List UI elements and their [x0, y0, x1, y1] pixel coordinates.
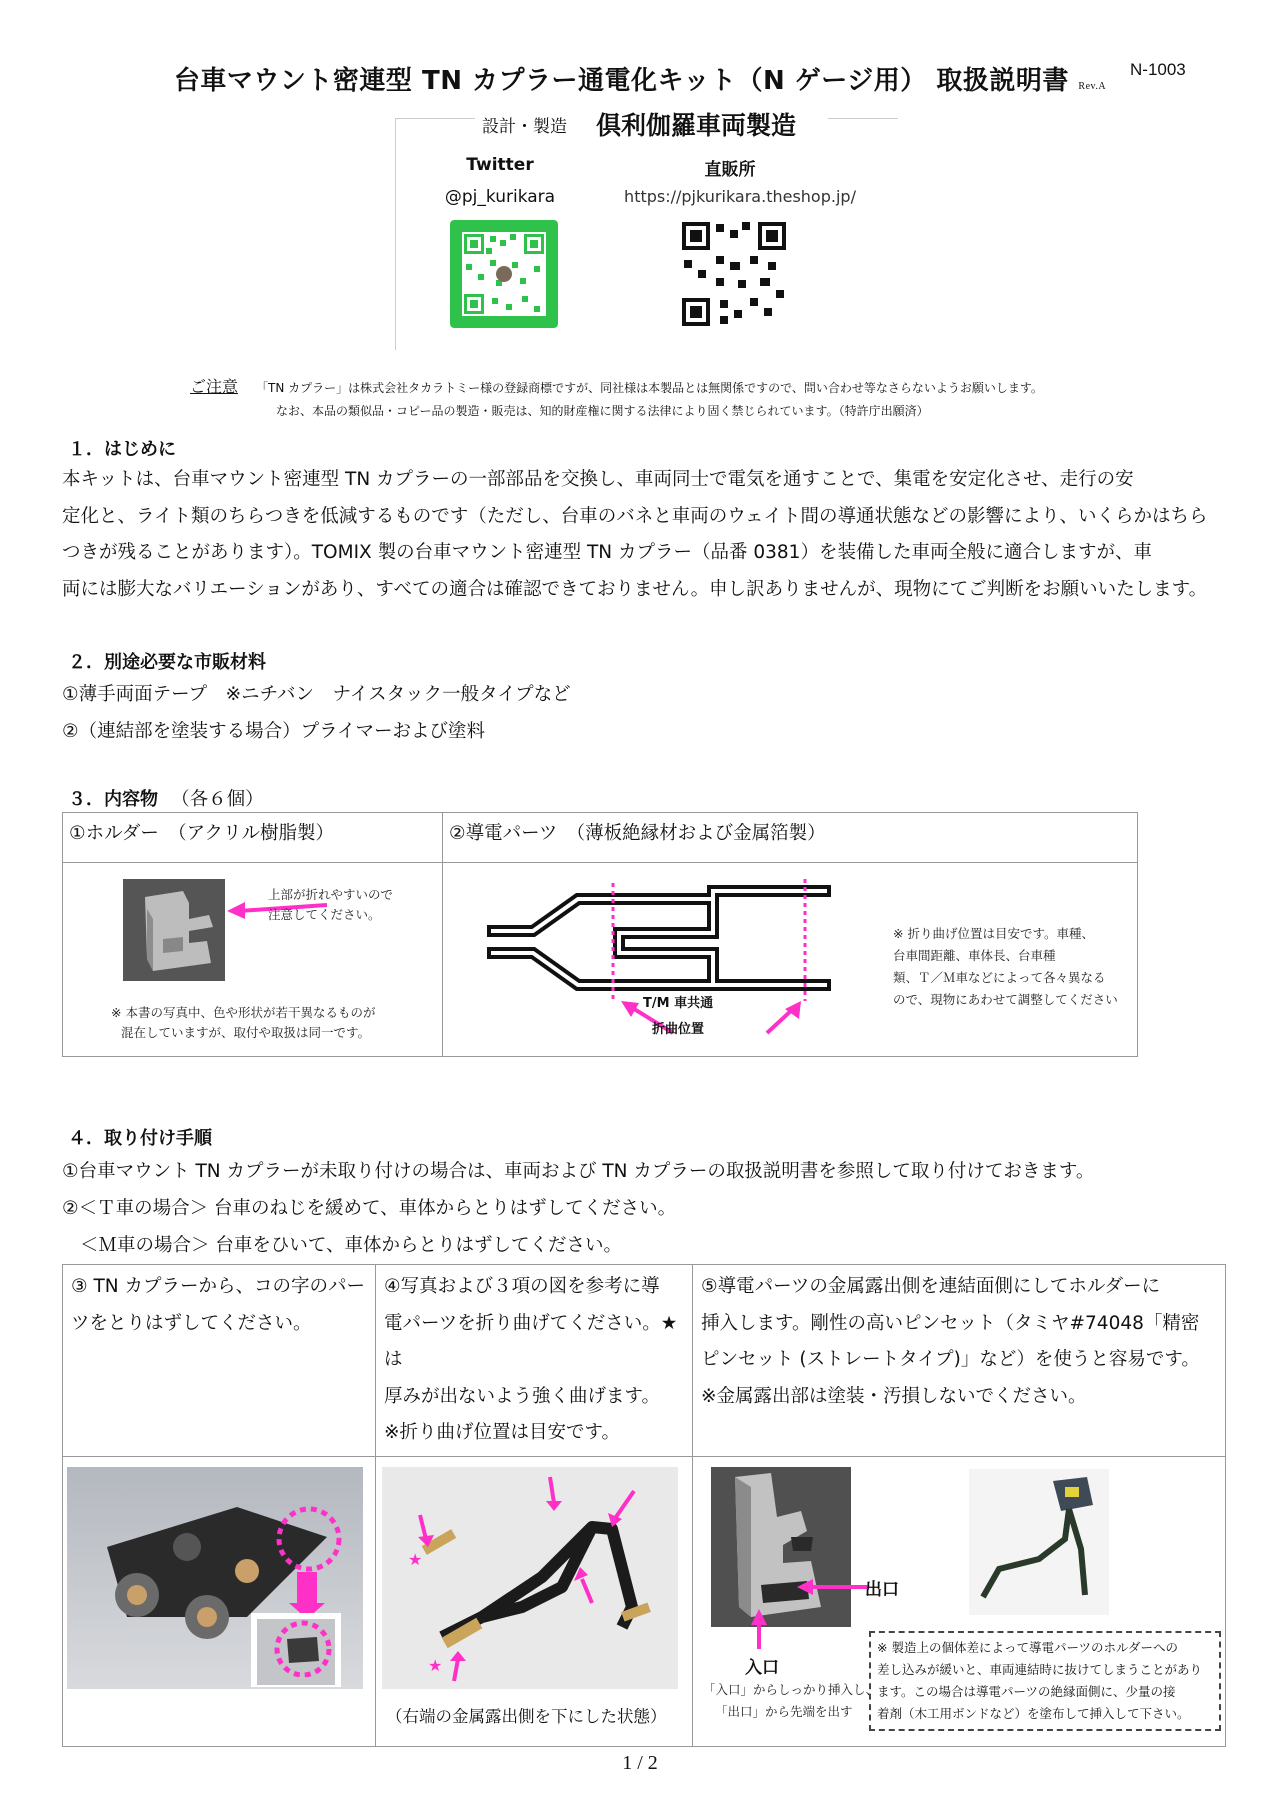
- document-number: N-1003: [1130, 60, 1186, 79]
- divider: [395, 118, 396, 350]
- fold-label-line: T/M 車共通: [643, 996, 714, 1011]
- revision-label: Rev.A: [1078, 81, 1107, 92]
- section-1-body: [62, 462, 1222, 608]
- shop-qr-code[interactable]: [680, 220, 788, 328]
- section-1-line: つきが残ることがあります）。TOMIX 製の台車マウント密連型 TN カプラー（品番 0381）を装備した車両全般に適合しますが、車: [62, 542, 1152, 563]
- twitter-label: Twitter: [466, 155, 534, 175]
- divider: [828, 118, 898, 119]
- maker-label: 設計・製造: [482, 117, 567, 137]
- twitter-handle[interactable]: @pj_kurikara: [444, 187, 556, 207]
- box-note-line: 着剤（木工用ボンドなど）を塗布して挿入して下さい。: [877, 1705, 1190, 1721]
- section-3-heading-note: （各６個）: [171, 789, 264, 810]
- entry-note: [703, 1679, 878, 1723]
- step-line: ②＜Ｔ車の場合＞ 台車のねじを緩めて、車体からとりはずしてください。: [62, 1198, 677, 1219]
- fold-label-line: 折曲位置: [652, 1022, 705, 1037]
- shop-url[interactable]: https://pjkurikara.theshop.jp/: [624, 187, 856, 206]
- exit-arrow-icon: [793, 1577, 873, 1597]
- section-1-heading: １．はじめに: [68, 439, 176, 460]
- note-line: ので、現物にあわせて調整してください: [893, 992, 1118, 1007]
- page-number: 1 / 2: [622, 1752, 658, 1774]
- box-note-line: ※ 製造上の個体差によって導電パーツのホルダーへの: [877, 1639, 1178, 1655]
- conductive-part-cell: [443, 863, 1138, 1057]
- step-5-line: ピンセット (ストレートタイプ)」など）を使うと容易です。: [701, 1349, 1200, 1370]
- section-1-line: 両には膨大なバリエーションがあり、すべての適合は確認できておりません。申し訳ありませんが、現物にてご判断をお願いいたします。: [62, 578, 1208, 600]
- section-3-heading-row: [68, 785, 264, 811]
- note-line: ※ 折り曲げ位置は目安です。車種、: [893, 926, 1094, 941]
- entry-arrow-icon: [749, 1607, 769, 1651]
- step-3-text: [63, 1265, 376, 1457]
- inserted-part-photo: [969, 1469, 1109, 1615]
- step-4-line: 電パーツを折り曲げてください。★は: [384, 1312, 678, 1370]
- step-4-line: 厚みが出ないよう強く曲げます。: [384, 1385, 661, 1407]
- fold-label: [643, 991, 713, 1043]
- holder-insert-image: [711, 1467, 851, 1627]
- exit-label: 出口: [865, 1579, 899, 1600]
- maker-name: 倶利伽羅車両製造: [596, 111, 797, 140]
- twitter-qr-code[interactable]: [450, 220, 558, 328]
- note-line: 混在していますが、取付や取扱は同一です。: [121, 1025, 371, 1040]
- step-5-line: ※金属露出部は塗装・汚損しないでください。: [701, 1385, 1087, 1407]
- section-4-heading: ４．取り付け手順: [68, 1128, 212, 1149]
- svg-text:★: ★: [408, 1549, 423, 1569]
- holder-callout: [268, 885, 393, 925]
- step-4-photo-cell: [376, 1456, 693, 1746]
- step-5-line: ⑤導電パーツの金属露出側を連結面側にしてホルダーに: [701, 1276, 1161, 1297]
- photo-2-caption: （右端の金属露出側を下にした状態）: [386, 1706, 667, 1726]
- steps-table: [62, 1264, 1226, 1747]
- adhesive-note-box: [869, 1631, 1221, 1731]
- box-note-line: ます。この場合は導電パーツの絶縁面側に、少量の接: [877, 1683, 1176, 1699]
- shop-label: 直販所: [704, 160, 756, 180]
- step-3-line: ③ TN カプラーから、コの字のパー: [71, 1276, 365, 1297]
- step-line: ①台車マウント TN カプラーが未取り付けの場合は、車両および TN カプラーの取扱説明書を参照して取り付けておきます。: [62, 1161, 1095, 1182]
- step-3-line: ツをとりはずしてください。: [71, 1312, 312, 1334]
- part-note: [893, 923, 1118, 1011]
- step-4-line: ④写真および３項の図を参考に導: [384, 1276, 660, 1297]
- notice-line-1: 「TN カプラー」は株式会社タカラトミー様の登録商標ですが、同社様は本製品とは無関係ですので、問い合わせ等なさらないようお願いします。: [256, 381, 1043, 395]
- entry-note-line: 「出口」から先端を出す: [715, 1703, 853, 1719]
- step-4-line: ※折り曲げ位置は目安です。: [384, 1422, 621, 1443]
- holder-image: [123, 879, 225, 981]
- holder-note: [111, 1003, 375, 1043]
- section-1-line: 定化と、ライト類のちらつきを低減するものです（ただし、台車のバネと車両のウェイト間の導通状態などの影響により、いくらかはちら: [62, 505, 1208, 527]
- note-line: 台車間距離、車体長、台車種: [893, 948, 1056, 963]
- entry-note-line: 「入口」からしっかり挿入し、: [703, 1681, 879, 1697]
- contents-col1-header: ①ホルダー （アクリル樹脂製）: [63, 813, 443, 863]
- step-3-photo-cell: [63, 1456, 376, 1746]
- step-line: ＜Ｍ車の場合＞ 台車をひいて、車体からとりはずしてください。: [80, 1235, 623, 1256]
- title-text: 台車マウント密連型 TN カプラー通電化キット（N ゲージ用） 取扱説明書: [173, 66, 1069, 96]
- step-5-line: 挿入します。剛性の高いピンセット（タミヤ#74048「精密: [701, 1312, 1200, 1334]
- material-item: ①薄手両面テープ ※ニチバン ナイスタック一般タイプなど: [62, 684, 571, 705]
- note-line: 類、Ｔ／Ｍ車などによって各々異なる: [893, 970, 1106, 985]
- step-5-photo-cell: [693, 1456, 1226, 1746]
- entry-label: 入口: [745, 1657, 779, 1678]
- note-line: ※ 本書の写真中、色や形状が若干異なるものが: [111, 1005, 376, 1020]
- notice-line-2: なお、本品の類似品・コピー品の製造・販売は、知的財産権に関する法律により固く禁じられています。（特許庁出願済）: [276, 404, 929, 418]
- bogie-photo: [67, 1467, 363, 1689]
- callout-line: 上部が折れやすいので: [268, 887, 394, 902]
- contents-table: [62, 812, 1138, 1057]
- section-1-line: 本キットは、台車マウント密連型 TN カプラーの一部部品を交換し、車両同士で電気を通すことで、集電を安定化させ、走行の安: [62, 469, 1134, 490]
- step-4-text: [376, 1265, 693, 1457]
- contents-col2-header: ②導電パーツ （薄板絶縁材および金属箔製）: [443, 813, 1138, 863]
- section-3-heading: ３．内容物: [68, 789, 158, 810]
- box-note-line: 差し込みが緩いと、車両連結時に抜けてしまうことがあり: [877, 1661, 1203, 1677]
- material-item: ②（連結部を塗装する場合）プライマーおよび塗料: [62, 721, 486, 742]
- divider: [395, 118, 475, 119]
- section-2-heading: ２．別途必要な市販材料: [68, 652, 266, 673]
- callout-line: 注意してください。: [268, 907, 381, 922]
- step-5-text: [693, 1265, 1226, 1457]
- document-title: [0, 60, 1280, 97]
- holder-cell: [63, 863, 443, 1057]
- folded-part-photo: [382, 1467, 678, 1689]
- notice-label: ご注意: [190, 377, 239, 396]
- svg-text:★: ★: [428, 1655, 443, 1675]
